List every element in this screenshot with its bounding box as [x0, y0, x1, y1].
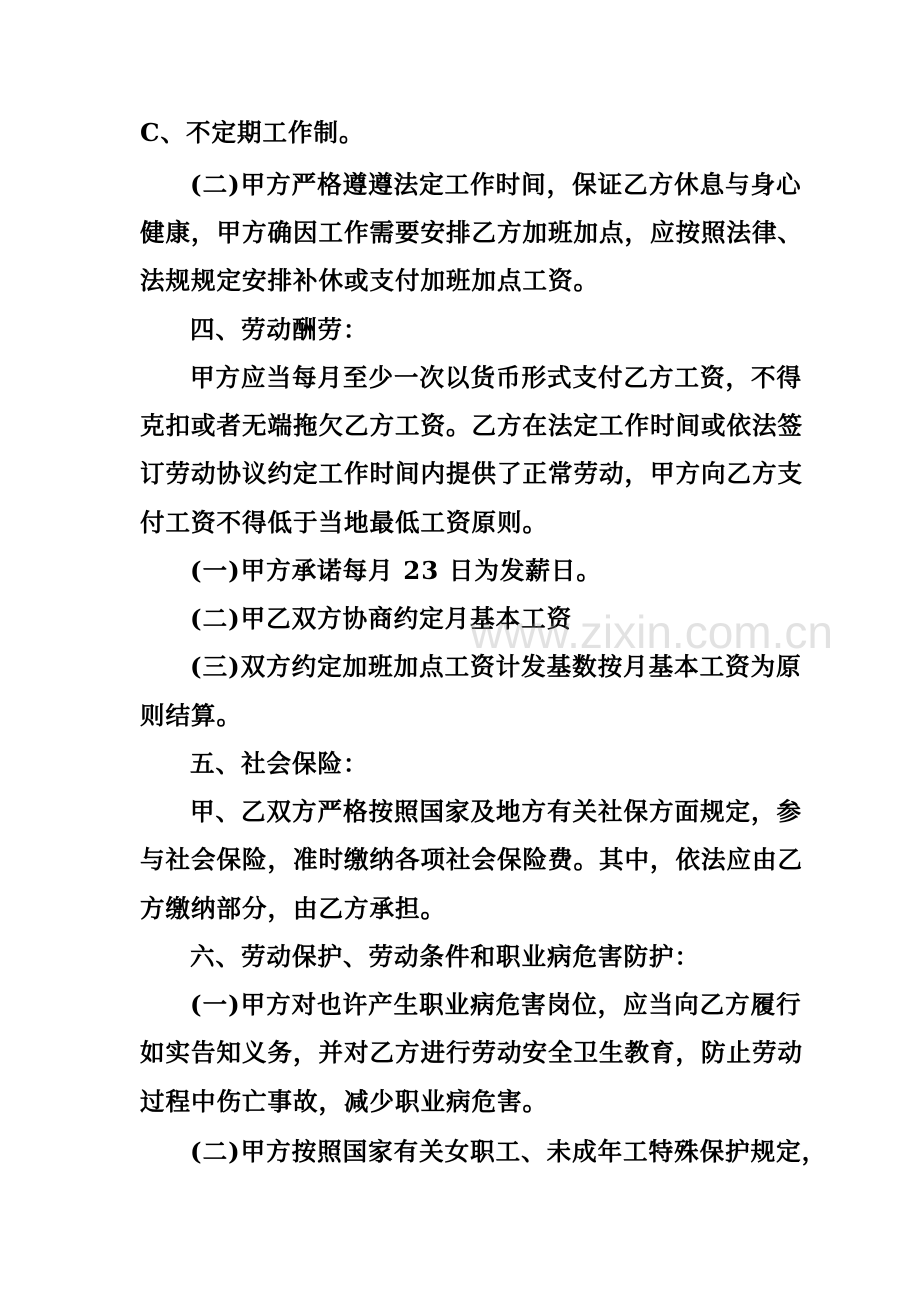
section-heading: 四、劳动酬劳： [190, 315, 369, 344]
text-line: 方缴纳部分，由乙方承担。 [140, 894, 446, 923]
text-line: 法规规定安排补休或支付加班加点工资。 [140, 266, 599, 295]
text-line: (二)甲方严格遵遵法定工作时间，保证乙方休息与身心 [190, 170, 802, 199]
section-heading: 六、劳动保护、劳动条件和职业病危害防护： [190, 942, 700, 971]
text-line: C、不定期工作制。 [140, 118, 365, 147]
section-heading: 五、社会保险： [190, 749, 369, 778]
text-line: 甲、乙双方严格按照国家及地方有关社保方面规定，参 [190, 797, 802, 826]
text-line: 如实告知义务，并对乙方进行劳动安全卫生教育，防止劳动 [140, 1038, 803, 1067]
text-line: (一)甲方承诺每月 23 日为发薪日。 [190, 556, 602, 585]
text-line: 付工资不得低于当地最低工资原则。 [140, 508, 548, 537]
text-line: (二)甲方按照国家有关女职工、未成年工特殊保护规定， [190, 1137, 828, 1166]
text-line: (二)甲乙双方协商约定月基本工资 [190, 604, 573, 633]
text-line: (一)甲方对也许产生职业病危害岗位，应当向乙方履行 [190, 990, 802, 1019]
text-line: (三)双方约定加班加点工资计发基数按月基本工资为原 [190, 652, 802, 681]
text-line: 过程中伤亡事故，减少职业病危害。 [140, 1087, 548, 1116]
text-line: 订劳动协议约定工作时间内提供了正常劳动，甲方向乙方支 [140, 459, 803, 488]
watermark: www.zixin.com.cn [470, 606, 833, 658]
text-line: 健康，甲方确因工作需要安排乙方加班加点，应按照法律、 [140, 218, 803, 247]
text-line: 与社会保险，准时缴纳各项社会保险费。其中，依法应由乙 [140, 845, 803, 874]
text-line: 则结算。 [140, 701, 242, 730]
text-line: 甲方应当每月至少一次以货币形式支付乙方工资，不得 [190, 363, 802, 392]
text-line: 克扣或者无端拖欠乙方工资。乙方在法定工作时间或依法签 [140, 411, 803, 440]
